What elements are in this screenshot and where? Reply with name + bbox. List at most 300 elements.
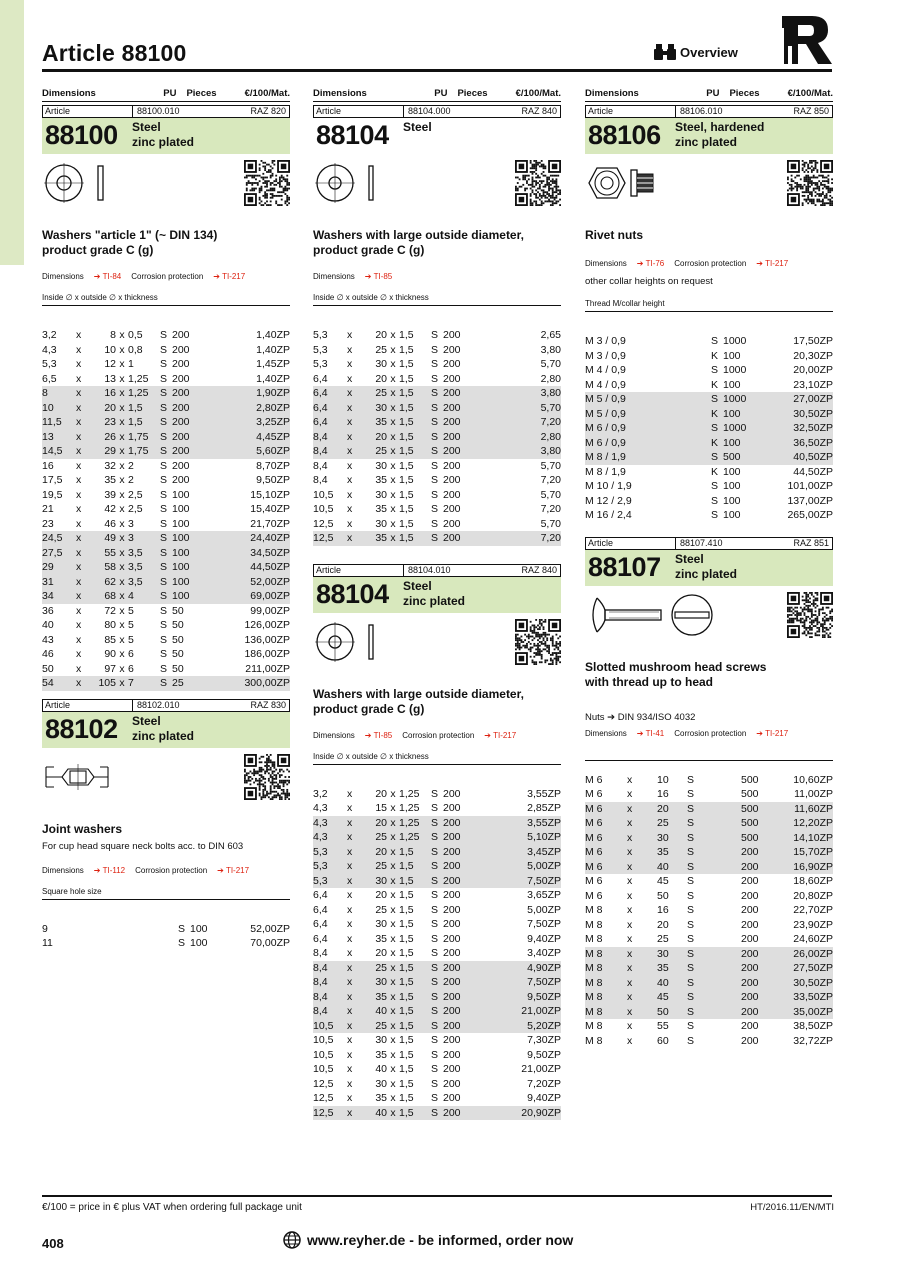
- table-cell: 1,25: [128, 387, 149, 399]
- table-row: [313, 830, 561, 845]
- table-cell: 40: [657, 860, 669, 873]
- table-cell: 1000: [723, 422, 747, 434]
- table-cell: M 8: [585, 1034, 603, 1047]
- table-cell: x: [119, 575, 125, 588]
- table-cell: x: [119, 604, 125, 617]
- table-cell: S: [160, 517, 168, 530]
- table-cell: 50: [42, 662, 54, 675]
- table-cell: x: [347, 387, 353, 399]
- table-cell: x: [119, 619, 125, 631]
- table-cell: x: [347, 1063, 353, 1075]
- table-cell: 13: [104, 372, 116, 385]
- table-cell: S: [160, 662, 168, 675]
- table-cell: x: [390, 787, 396, 800]
- table-row: [313, 1019, 561, 1034]
- table-cell: 33,50ZP: [793, 991, 833, 1003]
- table-cell: 200: [172, 387, 190, 399]
- table-cell: M 4 / 0,9: [585, 364, 626, 376]
- table-cell: 1,5: [399, 961, 414, 974]
- table-cell: M 8: [585, 962, 603, 974]
- product-description: For cup head square neck bolts acc. to DIN 603: [42, 840, 244, 852]
- table-cell: 1,5: [399, 445, 414, 457]
- table-cell: 3,2: [42, 329, 57, 341]
- table-cell: 5,70: [540, 459, 561, 472]
- table-cell: S: [431, 1063, 439, 1075]
- table-cell: S: [431, 387, 439, 399]
- table-cell: 68: [104, 590, 116, 602]
- table-cell: x: [347, 474, 353, 486]
- ti-link[interactable]: ➔ TI-41: [636, 728, 665, 738]
- table-row: [313, 357, 561, 372]
- table-cell: 25: [375, 1019, 387, 1032]
- article-box-88107[interactable]: 88107 Steel zinc plated: [585, 550, 833, 586]
- ti-link[interactable]: ➔ TI-217: [484, 730, 517, 740]
- table-cell: S: [687, 1034, 695, 1047]
- table-cell: 26: [104, 430, 116, 443]
- table-cell: x: [76, 416, 82, 428]
- table-cell: 24,5: [42, 532, 63, 544]
- table-cell: x: [627, 976, 633, 989]
- table-cell: x: [347, 961, 353, 974]
- table-cell: S: [431, 343, 439, 356]
- ti-link[interactable]: ➔ TI-217: [213, 272, 246, 281]
- table-cell: x: [347, 845, 353, 858]
- table-cell: M 6 / 0,9: [585, 436, 626, 449]
- table-cell: S: [431, 816, 439, 829]
- qr-code-icon[interactable]: [515, 619, 561, 665]
- table-cell: M 8: [585, 933, 603, 945]
- table-cell: x: [119, 532, 125, 544]
- table-row: [42, 430, 290, 445]
- table-cell: 20,80ZP: [793, 889, 833, 902]
- table-cell: 1,5: [399, 1019, 414, 1032]
- table-88102: [42, 922, 290, 951]
- table-cell: S: [160, 387, 168, 399]
- table-cell: x: [76, 662, 82, 675]
- table-cell: 2,80ZP: [256, 401, 290, 414]
- table-cell: S: [711, 480, 719, 492]
- table-cell: S: [711, 509, 719, 521]
- table-cell: M 6: [585, 875, 603, 887]
- table-cell: M 12 / 2,9: [585, 494, 632, 507]
- table-cell: 6,5: [42, 372, 57, 385]
- table-cell: 200: [443, 874, 461, 887]
- table-row: [585, 479, 833, 494]
- product-title: Joint washers: [42, 821, 123, 836]
- table-cell: 24,40ZP: [250, 532, 290, 544]
- overview-link[interactable]: [654, 43, 738, 61]
- table-cell: 10,60ZP: [793, 773, 833, 786]
- table-cell: 1,5: [399, 488, 414, 501]
- table-cell: M 8 / 1,9: [585, 451, 626, 463]
- table-cell: x: [76, 546, 82, 559]
- table-cell: 15,70ZP: [793, 846, 833, 858]
- table-cell: S: [687, 976, 695, 989]
- table-cell: 300,00ZP: [244, 677, 290, 689]
- table-cell: x: [76, 445, 82, 457]
- table-cell: x: [76, 575, 82, 588]
- ti-link[interactable]: ➔ TI-76: [636, 259, 665, 268]
- table-cell: 50: [172, 619, 184, 631]
- table-row: [585, 407, 833, 422]
- table-cell: 42: [104, 503, 116, 515]
- table-cell: 30: [375, 976, 387, 988]
- table-cell: 9: [42, 922, 48, 935]
- table-cell: 100: [723, 378, 741, 391]
- table-cell: 1000: [723, 393, 747, 405]
- table-cell: 8,4: [313, 976, 328, 988]
- table-cell: 5,3: [313, 874, 328, 887]
- table-row: [585, 976, 833, 991]
- qr-code-icon[interactable]: [787, 592, 833, 638]
- table-cell: 200: [443, 787, 461, 800]
- table-cell: 200: [172, 430, 190, 443]
- table-cell: 5: [128, 619, 134, 631]
- table-cell: 10,5: [313, 1019, 334, 1032]
- table-cell: x: [119, 677, 125, 689]
- table-cell: 12,5: [313, 1092, 334, 1104]
- table-cell: 200: [443, 459, 461, 472]
- table-cell: 2,80: [540, 430, 561, 443]
- ti-link[interactable]: ➔ TI-85: [364, 730, 393, 740]
- table-cell: S: [431, 903, 439, 916]
- table-row: [585, 334, 833, 349]
- table-cell: 40,50ZP: [793, 451, 833, 463]
- table-cell: 7,20: [540, 474, 561, 486]
- table-row: [313, 415, 561, 430]
- table-cell: 30: [375, 401, 387, 414]
- table-cell: M 16 / 2,4: [585, 509, 632, 521]
- table-cell: 3: [128, 517, 134, 530]
- table-cell: 1,5: [399, 860, 414, 872]
- table-cell: 1,5: [399, 845, 414, 858]
- table-cell: 72: [104, 604, 116, 617]
- table-cell: S: [431, 845, 439, 858]
- table-cell: S: [431, 1106, 439, 1119]
- table-cell: x: [390, 474, 396, 486]
- table-cell: x: [347, 947, 353, 959]
- table-row: [313, 961, 561, 976]
- table-cell: x: [76, 561, 82, 573]
- table-cell: 1,5: [128, 416, 143, 428]
- table-row: [313, 1062, 561, 1077]
- table-cell: 9,50ZP: [527, 990, 561, 1003]
- article-bar-88104-010: Article 88104.010 RAZ 840: [313, 564, 561, 577]
- table-cell: x: [390, 517, 396, 530]
- table-row: [42, 444, 290, 459]
- table-cell: S: [431, 532, 439, 544]
- table-cell: x: [76, 343, 82, 356]
- table-cell: 100: [723, 465, 741, 478]
- table-cell: S: [687, 991, 695, 1003]
- table-cell: x: [76, 503, 82, 515]
- table-cell: 3,5: [128, 546, 143, 559]
- table-cell: 1,5: [399, 1077, 414, 1090]
- table-cell: 200: [443, 1092, 461, 1104]
- chapter-tab: [0, 0, 24, 265]
- table-cell: 27,50ZP: [793, 962, 833, 974]
- table-cell: 25: [375, 903, 387, 916]
- table-cell: 5,70: [540, 517, 561, 530]
- table-cell: 7,50ZP: [527, 874, 561, 887]
- table-row: [313, 343, 561, 358]
- meta-links: Dimensions ➔ TI-85 Corrosion protection ➔ TI-217: [313, 730, 517, 740]
- table-row: [42, 343, 290, 358]
- table-cell: x: [119, 662, 125, 675]
- table-cell: 50: [657, 1005, 669, 1018]
- table-cell: 20: [375, 329, 387, 341]
- table-row: [42, 604, 290, 619]
- table-row: [42, 936, 290, 951]
- table-row: [42, 560, 290, 575]
- table-cell: x: [347, 1019, 353, 1032]
- table-cell: x: [119, 372, 125, 385]
- table-88100: [42, 328, 290, 691]
- article-box-88104-010[interactable]: 88104 Steel zinc plated: [313, 577, 561, 613]
- table-cell: 3,65ZP: [527, 889, 561, 901]
- table-cell: S: [687, 947, 695, 960]
- table-cell: S: [160, 430, 168, 443]
- ti-link[interactable]: ➔ TI-217: [756, 259, 789, 268]
- qr-code-icon[interactable]: [787, 160, 833, 206]
- table-cell: 100: [190, 937, 208, 949]
- table-cell: 2,5: [128, 488, 143, 501]
- table-cell: 3,80: [540, 445, 561, 457]
- table-cell: x: [119, 546, 125, 559]
- ti-link[interactable]: ➔ TI-217: [217, 865, 250, 875]
- table-cell: S: [687, 918, 695, 931]
- table-cell: 100: [723, 480, 741, 492]
- table-cell: 8: [110, 329, 116, 341]
- table-cell: 500: [741, 773, 759, 786]
- table-cell: M 4 / 0,9: [585, 378, 626, 391]
- table-cell: 97: [104, 662, 116, 675]
- table-cell: 7,50ZP: [527, 918, 561, 930]
- table-cell: 200: [443, 372, 461, 385]
- table-cell: 4,3: [42, 343, 57, 356]
- article-box-88100[interactable]: 88100 Steel zinc plated: [42, 118, 290, 154]
- table-cell: x: [390, 1092, 396, 1104]
- table-cell: 200: [443, 1005, 461, 1017]
- table-cell: 99,00ZP: [250, 604, 290, 617]
- table-cell: 1000: [723, 364, 747, 376]
- table-cell: 200: [741, 860, 759, 873]
- table-cell: x: [390, 1063, 396, 1075]
- table-row: [585, 787, 833, 802]
- table-cell: x: [76, 372, 82, 385]
- table-cell: 1,5: [399, 517, 414, 530]
- table-cell: S: [160, 474, 168, 486]
- table-cell: 5,3: [313, 845, 328, 858]
- table-row: [313, 816, 561, 831]
- table-cell: M 8: [585, 947, 603, 960]
- table-row: [313, 1091, 561, 1106]
- table-cell: S: [687, 1005, 695, 1018]
- table-cell: x: [627, 962, 633, 974]
- table-cell: 1,5: [399, 918, 414, 930]
- table-cell: 136,00ZP: [244, 633, 290, 646]
- table-cell: 30: [657, 831, 669, 844]
- overview-label: Overview: [680, 44, 738, 60]
- table-cell: 50: [657, 889, 669, 902]
- table-88106: [585, 334, 833, 523]
- table-cell: S: [687, 846, 695, 858]
- column-header: Dimensions PU Pieces €/100/Mat.: [585, 88, 833, 102]
- table-cell: 6,4: [313, 401, 328, 414]
- table-cell: M 6: [585, 860, 603, 873]
- table-row: [585, 494, 833, 509]
- table-cell: 200: [443, 1106, 461, 1119]
- table-cell: S: [160, 619, 168, 631]
- table-cell: 200: [443, 343, 461, 356]
- table-cell: S: [160, 677, 168, 689]
- table-cell: 20: [375, 845, 387, 858]
- table-cell: 200: [741, 1020, 759, 1032]
- qr-code-icon[interactable]: [515, 160, 561, 206]
- article-box-88102[interactable]: 88102 Steel zinc plated: [42, 712, 290, 748]
- table-cell: 1: [128, 358, 134, 370]
- table-cell: x: [390, 532, 396, 544]
- table-cell: K: [711, 378, 719, 391]
- table-cell: 200: [443, 445, 461, 457]
- table-cell: 200: [443, 802, 461, 814]
- table-row: [42, 531, 290, 546]
- table-cell: 5,70: [540, 401, 561, 414]
- table-cell: M 8: [585, 991, 603, 1003]
- ti-link[interactable]: ➔ TI-85: [364, 272, 393, 281]
- table-cell: 3,80: [540, 343, 561, 356]
- table-cell: S: [431, 1092, 439, 1104]
- article-box-88104[interactable]: 88104 Steel: [313, 118, 561, 154]
- table-row: [313, 1004, 561, 1019]
- table-cell: S: [431, 802, 439, 814]
- table-cell: x: [627, 1034, 633, 1047]
- table-cell: x: [76, 387, 82, 399]
- table-cell: x: [347, 343, 353, 356]
- table-cell: x: [390, 932, 396, 945]
- table-cell: 1,40ZP: [256, 329, 290, 341]
- table-cell: 30: [375, 1077, 387, 1090]
- table-cell: 1000: [723, 335, 747, 347]
- table-cell: M 6: [585, 773, 603, 786]
- article-box-88106[interactable]: 88106 Steel, hardened zinc plated: [585, 118, 833, 154]
- table-cell: x: [347, 802, 353, 814]
- table-cell: x: [390, 343, 396, 356]
- table-row: [313, 517, 561, 532]
- table-cell: x: [347, 787, 353, 800]
- qr-code-icon[interactable]: [244, 160, 290, 206]
- table-cell: 10,5: [313, 488, 334, 501]
- ti-link[interactable]: ➔ TI-112: [93, 865, 126, 875]
- table-cell: 1,5: [399, 1092, 414, 1104]
- table-cell: 35: [657, 846, 669, 858]
- table-cell: 35: [375, 503, 387, 515]
- meta-links: Dimensions ➔ TI-112 Corrosion protection ➔ TI-217: [42, 865, 250, 875]
- table-cell: x: [347, 903, 353, 916]
- table-cell: S: [431, 918, 439, 930]
- table-cell: x: [347, 488, 353, 501]
- product-title: Washers "article 1" (~ DIN 134) product grade C (g): [42, 228, 218, 257]
- table-cell: S: [431, 1005, 439, 1017]
- table-cell: M 3 / 0,9: [585, 335, 626, 347]
- table-cell: M 5 / 0,9: [585, 393, 626, 405]
- table-cell: 1,5: [399, 372, 414, 385]
- table-cell: 44,50ZP: [250, 561, 290, 573]
- table-row: [42, 633, 290, 648]
- table-cell: M 8: [585, 1020, 603, 1032]
- table-cell: 200: [172, 474, 190, 486]
- table-cell: 10: [104, 343, 116, 356]
- table-cell: x: [390, 961, 396, 974]
- table-cell: x: [347, 976, 353, 988]
- table-cell: S: [431, 401, 439, 414]
- table-cell: 25: [375, 343, 387, 356]
- table-cell: x: [390, 445, 396, 457]
- table-cell: x: [627, 889, 633, 902]
- table-cell: x: [347, 358, 353, 370]
- table-cell: x: [390, 329, 396, 341]
- table-cell: 6: [128, 648, 134, 660]
- table-cell: x: [76, 358, 82, 370]
- table-row: [585, 508, 833, 523]
- table-cell: 1,75: [128, 430, 149, 443]
- table-cell: x: [627, 875, 633, 887]
- table-cell: K: [711, 407, 719, 420]
- table-cell: 58: [104, 561, 116, 573]
- table-cell: 35: [375, 474, 387, 486]
- product-title: Rivet nuts: [585, 228, 644, 242]
- table-cell: x: [390, 990, 396, 1003]
- table-row: [42, 357, 290, 372]
- table-cell: 40: [375, 1106, 387, 1119]
- table-cell: 38,50ZP: [793, 1020, 833, 1032]
- table-cell: 1,40ZP: [256, 343, 290, 356]
- table-cell: 20: [375, 787, 387, 800]
- table-cell: x: [390, 947, 396, 959]
- qr-code-icon[interactable]: [244, 754, 290, 800]
- table-row: [585, 831, 833, 846]
- table-cell: x: [119, 648, 125, 660]
- website-link[interactable]: [283, 1231, 573, 1249]
- table-cell: 16: [657, 788, 669, 800]
- table-cell: 4,3: [313, 816, 328, 829]
- table-row: [42, 386, 290, 401]
- table-cell: 126,00ZP: [244, 619, 290, 631]
- table-cell: x: [347, 372, 353, 385]
- table-cell: 32: [104, 459, 116, 472]
- table-cell: x: [119, 416, 125, 428]
- table-row: [585, 436, 833, 451]
- meta-links: Dimensions ➔ TI-84 Corrosion protection ➔ TI-217: [42, 272, 246, 281]
- rivet-nut-icon: [587, 158, 667, 208]
- table-row: [585, 773, 833, 788]
- ti-link[interactable]: ➔ TI-217: [756, 728, 789, 738]
- article-bar-88102: Article 88102.010 RAZ 830: [42, 699, 290, 712]
- table-cell: S: [431, 488, 439, 501]
- table-row: [313, 990, 561, 1005]
- table-cell: 1,5: [399, 329, 414, 341]
- column-1: [42, 88, 290, 951]
- table-cell: M 6: [585, 788, 603, 800]
- table-cell: 7,20: [540, 503, 561, 515]
- table-row: [42, 546, 290, 561]
- table-cell: 1,25: [399, 802, 420, 814]
- ti-link[interactable]: ➔ TI-84: [93, 272, 122, 281]
- table-cell: x: [347, 1005, 353, 1017]
- table-cell: 1,5: [399, 1063, 414, 1075]
- table-cell: 18,60ZP: [793, 875, 833, 887]
- table-cell: 45: [657, 991, 669, 1003]
